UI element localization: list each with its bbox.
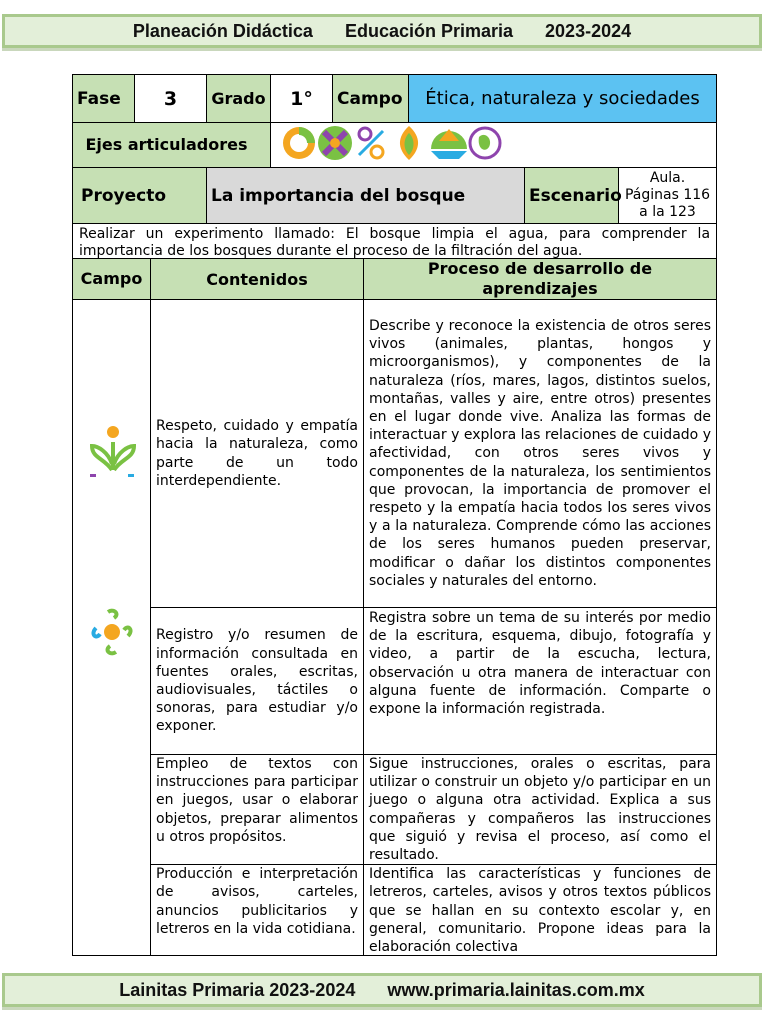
escenario-label: Escenario xyxy=(525,168,619,224)
pensamiento-critico-icon xyxy=(318,126,352,160)
igualdad-genero-icon xyxy=(400,126,418,160)
column-header-proceso: Proceso de desarrollo de aprendizajes xyxy=(364,259,717,300)
campo-empty-cell xyxy=(73,755,151,865)
header-banner xyxy=(2,14,762,48)
table-row xyxy=(73,608,717,755)
vida-saludable-icon xyxy=(431,129,467,159)
column-header-campo: Campo xyxy=(73,259,151,300)
ejes-label: Ejes articuladores xyxy=(73,123,271,168)
proceso-cell: Registra sobre un tema de su interés por medio de la escritura, esquema, dibujo, fotografía y video, a partir de la escucha, lectura, observación u otra manera de interactuar con alguna fuente de información. Comparte o expone la información registrada. xyxy=(364,608,717,755)
ejes-icons-svg xyxy=(279,123,519,163)
proyecto-label: Proyecto xyxy=(73,168,207,224)
proceso-cell xyxy=(364,865,717,956)
table-row xyxy=(73,865,717,956)
proceso-cell: Sigue instrucciones, orales o escritas, para utilizar o construir un objeto y/o participar en un juego o alguna otra actividad. Explica a sus compañeras y compañeros las instrucciones que siguió y revisa el proceso, así como el resultado. xyxy=(364,755,717,865)
inclusion-icon xyxy=(283,127,315,159)
etica-naturaleza-icon xyxy=(86,424,138,480)
header-title: Planeación Didáctica xyxy=(132,20,313,41)
campo-empty-cell xyxy=(73,865,151,956)
campo-label: Campo xyxy=(333,75,409,123)
content-table xyxy=(72,258,717,956)
campo-value: Ética, naturaleza y sociedades xyxy=(409,75,717,123)
proceso-cell-text: Identifica las características y funciones de letreros, carteles, avisos y otros textos públicos que se hallan en su contexto escolar y, en general, comunitario. Propone ideas para la elaboración colectiva xyxy=(369,866,711,956)
ejes-icons xyxy=(271,123,717,168)
contenido-cell: Registro y/o resumen de información consultada en fuentes orales, escritas, audiovisuales, táctiles o sonoras, para estudiar y/o exponer. xyxy=(151,608,364,755)
fase-label: Fase xyxy=(73,75,135,123)
contenido-cell: Respeto, cuidado y empatía hacia la naturaleza, como parte de un todo interdependiente. xyxy=(151,300,364,608)
proceso-cell: Describe y reconoce la existencia de otros seres vivos (animales, plantas, hongos y microorganismos), y componentes de la naturaleza (ríos, mares, lagos, distintos suelos, montañas, valles y aire, entre otros) presentes en el lugar donde vive. Analiza las formas de interactuar y explora las relaciones de cuidado y afectividad, con otros seres vivos y componentes de la naturaleza, los sentimientos que provocan, la importancia de promover el respeto y la empatía hacia todos los seres vivos y a la naturaleza. Comprende cómo las acciones de los seres humanos pueden preservar, modificar o dañar los distintos componentes sociales y naturales del entorno. xyxy=(364,300,717,608)
footer-url[interactable]: www.primaria.lainitas.com.mx xyxy=(387,979,645,1000)
footer-brand: Lainitas Primaria 2023-2024 xyxy=(119,979,356,1000)
header-year: 2023-2024 xyxy=(545,20,632,41)
lenguajes-icon xyxy=(86,606,138,660)
grado-label: Grado xyxy=(207,75,271,123)
table-row xyxy=(73,300,717,608)
column-header-contenidos: Contenidos xyxy=(151,259,364,300)
header-level: Educación Primaria xyxy=(344,20,514,41)
info-table xyxy=(72,74,717,263)
project-description: Realizar un experimento llamado: El bosque limpia el agua, para comprender la importancia de los bosques durante el proceso de la filtración del agua. xyxy=(73,224,717,263)
campo-icon-cell xyxy=(73,608,151,755)
table-row xyxy=(73,755,717,865)
lectura-icon xyxy=(470,128,500,158)
campo-icon-cell xyxy=(73,300,151,608)
escenario-value: Aula. Páginas 116 a la 123 xyxy=(619,168,717,224)
grado-value: 1° xyxy=(271,75,333,123)
footer-banner xyxy=(2,973,762,1007)
contenido-cell: Empleo de textos con instrucciones para participar en juegos, usar o elaborar objetos, preparar alimentos u otros propósitos. xyxy=(151,755,364,865)
interculturalidad-icon xyxy=(359,128,383,158)
fase-value: 3 xyxy=(135,75,207,123)
proyecto-value: La importancia del bosque xyxy=(207,168,525,224)
contenido-cell: Producción e interpretación de avisos, carteles, anuncios publicitarios y letreros en la vida cotidiana. xyxy=(151,865,364,956)
